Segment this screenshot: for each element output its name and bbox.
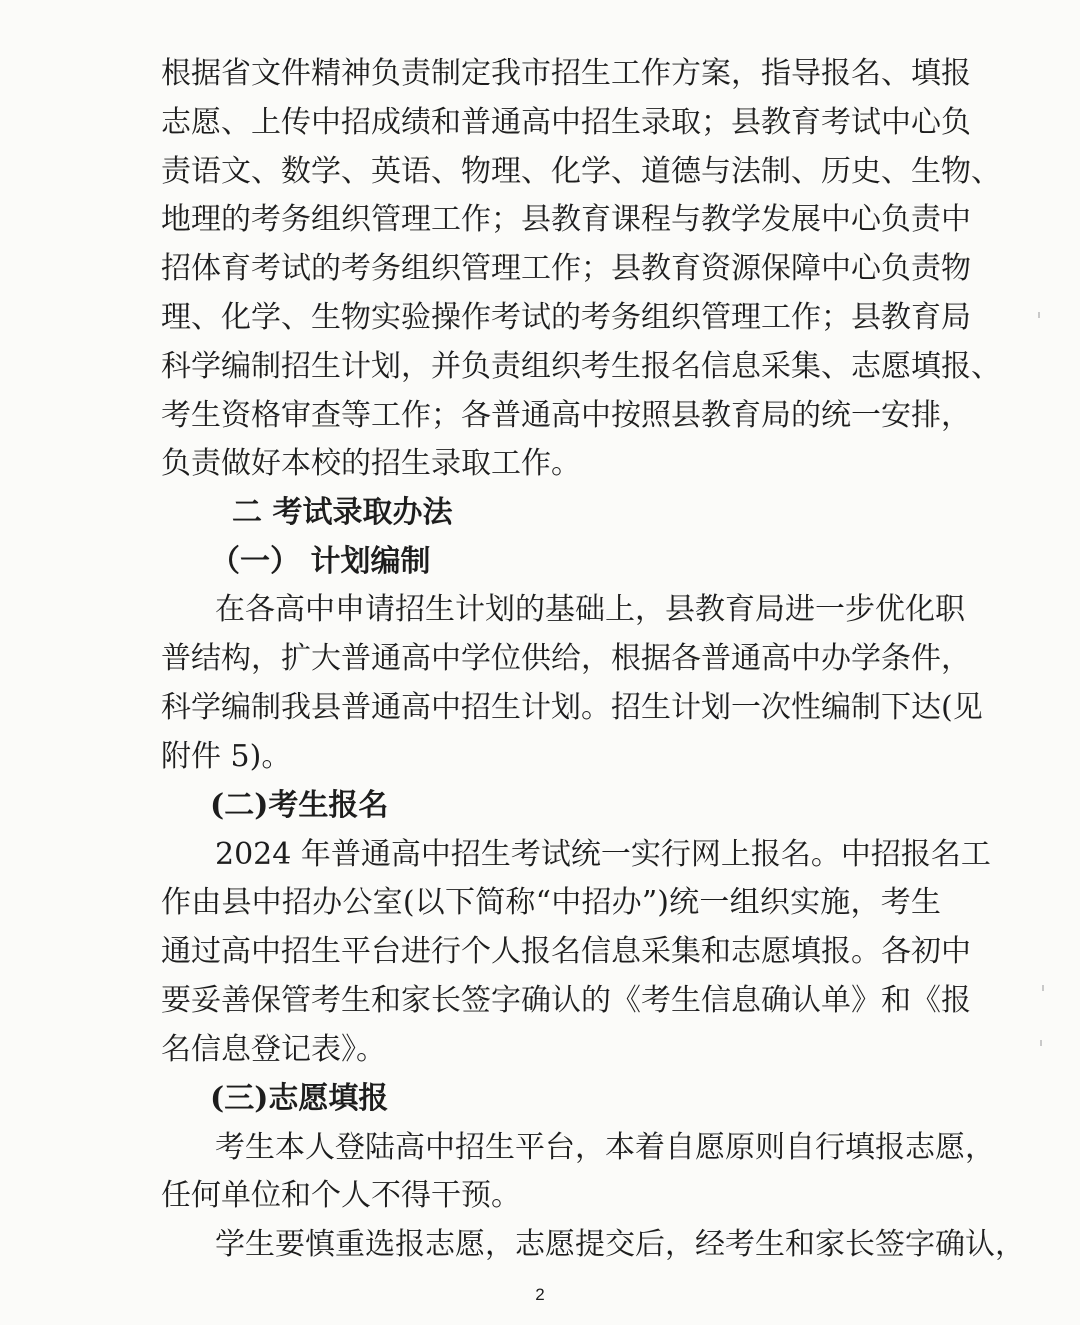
scan-speck: [1038, 312, 1040, 318]
paragraph-line: 理、化学、生物实验操作考试的考务组织管理工作；县教育局: [161, 300, 971, 335]
scan-speck: [1040, 1040, 1042, 1046]
paragraph-line: 通过高中招生平台进行个人报名信息采集和志愿填报。各初中: [161, 934, 971, 969]
subsection-heading-registration: (二)考生报名: [210, 788, 389, 823]
paragraph-line: 根据省文件精神负责制定我市招生工作方案，指导报名、填报: [161, 56, 971, 91]
paragraph-line: 志愿、上传中招成绩和普通高中招生录取；县教育考试中心负: [161, 105, 971, 140]
paragraph-line: 2024 年普通高中招生考试统一实行网上报名。中招报名工: [215, 837, 991, 872]
paragraph-line: 责语文、数学、英语、物理、化学、道德与法制、历史、生物、: [161, 154, 1001, 189]
paragraph-line: 科学编制招生计划，并负责组织考生报名信息采集、志愿填报、: [161, 349, 1001, 384]
paragraph-line: 科学编制我县普通高中招生计划。招生计划一次性编制下达(见: [161, 690, 983, 725]
scan-speck: [1042, 985, 1044, 991]
page-number: 2: [535, 1285, 545, 1304]
paragraph-line: 要妥善保管考生和家长签字确认的《考生信息确认单》和《报: [161, 983, 971, 1018]
section-heading: 二 考试录取办法: [232, 495, 453, 530]
paragraph-line: 附件 5)。: [161, 739, 292, 774]
paragraph-line: 招体育考试的考务组织管理工作；县教育资源保障中心负责物: [161, 251, 971, 286]
paragraph-line: 普结构，扩大普通高中学位供给，根据各普通高中办学条件，: [161, 641, 971, 676]
subsection-heading-preferences: (三)志愿填报: [210, 1081, 389, 1116]
paragraph-line: 考生资格审查等工作；各普通高中按照县教育局的统一安排，: [161, 398, 971, 433]
paragraph-line: 作由县中招办公室(以下简称“中招办”)统一组织实施，考生: [161, 885, 941, 920]
paragraph-line: 负责做好本校的招生录取工作。: [161, 446, 581, 481]
paragraph-line: 考生本人登陆高中招生平台，本着自愿原则自行填报志愿，: [215, 1130, 995, 1165]
paragraph-line: 任何单位和个人不得干预。: [161, 1178, 521, 1213]
paragraph-line: 在各高中申请招生计划的基础上，县教育局进一步优化职: [215, 592, 965, 627]
paragraph-line: 地理的考务组织管理工作；县教育课程与教学发展中心负责中: [161, 202, 971, 237]
subsection-heading-plan: （一） 计划编制: [210, 544, 431, 579]
paragraph-line: 名信息登记表》。: [161, 1032, 386, 1067]
paragraph-line: 学生要慎重选报志愿，志愿提交后，经考生和家长签字确认，: [215, 1227, 1025, 1262]
